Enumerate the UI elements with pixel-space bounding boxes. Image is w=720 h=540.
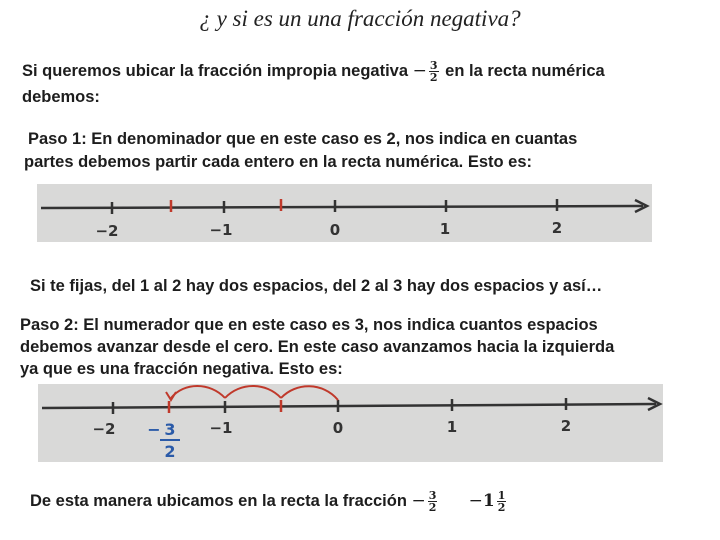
- label-1: 1: [439, 220, 451, 238]
- fraction-numerator: 3: [429, 59, 438, 73]
- label-2: 2: [551, 219, 563, 237]
- label-1: 1: [446, 418, 458, 436]
- mixed-whole: 1: [482, 491, 495, 512]
- number-line-2: [38, 384, 663, 462]
- fraction-numerator: 1: [497, 489, 506, 503]
- fraction-three-halves: [429, 60, 439, 83]
- step2-line-1: Paso 2: El numerador que en este caso es 3, nos indica cuantos espacios: [20, 316, 598, 334]
- label-minus-1: −1: [209, 419, 233, 437]
- intro-text-2: en la recta numérica: [445, 62, 605, 80]
- label-0: 0: [329, 221, 341, 239]
- fraction-denominator: 2: [497, 501, 506, 515]
- number-line-photo-1: [37, 184, 652, 242]
- label-2: 2: [560, 417, 572, 435]
- step2-line-3: ya que es una fracción negativa. Esto es:: [20, 360, 343, 378]
- step1-line-2: partes debemos partir cada entero en la recta numérica. Esto es:: [24, 153, 533, 171]
- label-minus-1: −1: [209, 221, 233, 239]
- marked-fraction-numerator: 3: [164, 420, 176, 439]
- fraction-numerator: 3: [428, 489, 437, 503]
- conclusion-text: De esta manera ubicamos en la recta la fracción: [30, 492, 407, 510]
- conclusion-fraction-sign: −: [411, 491, 426, 511]
- fraction-denominator: 2: [429, 71, 438, 85]
- conclusion-line: [30, 490, 508, 513]
- label-minus-2: −2: [92, 420, 116, 438]
- intro-text-1: Si queremos ubicar la fracción impropia negativa: [22, 62, 409, 80]
- note-text: Si te fijas, del 1 al 2 hay dos espacios, del 2 al 3 hay dos espacios y así…: [30, 277, 603, 295]
- marked-fraction-denominator: 2: [164, 442, 176, 461]
- page-title: ¿ y si es un una fracción negativa?: [199, 6, 521, 31]
- fraction-denominator: 2: [428, 501, 437, 515]
- mixed-number: [469, 490, 509, 513]
- intro-paragraph: [22, 60, 605, 83]
- conclusion-fraction: [428, 490, 438, 513]
- number-line-1: [37, 184, 652, 242]
- mixed-sign: −: [468, 491, 483, 512]
- label-0: 0: [332, 419, 344, 437]
- number-line-photo-2: [38, 384, 663, 462]
- fraction-sign: −: [412, 61, 427, 81]
- label-minus-2: −2: [95, 222, 119, 240]
- step1-line-1: Paso 1: En denominador que en este caso es 2, nos indica en cuantas: [28, 130, 578, 148]
- intro-line-2: debemos:: [22, 88, 100, 106]
- step2-line-2: debemos avanzar desde el cero. En este caso avanzamos hacia la izquierda: [20, 338, 615, 356]
- marked-fraction-sign: −: [147, 420, 161, 439]
- mixed-fraction: [497, 490, 507, 513]
